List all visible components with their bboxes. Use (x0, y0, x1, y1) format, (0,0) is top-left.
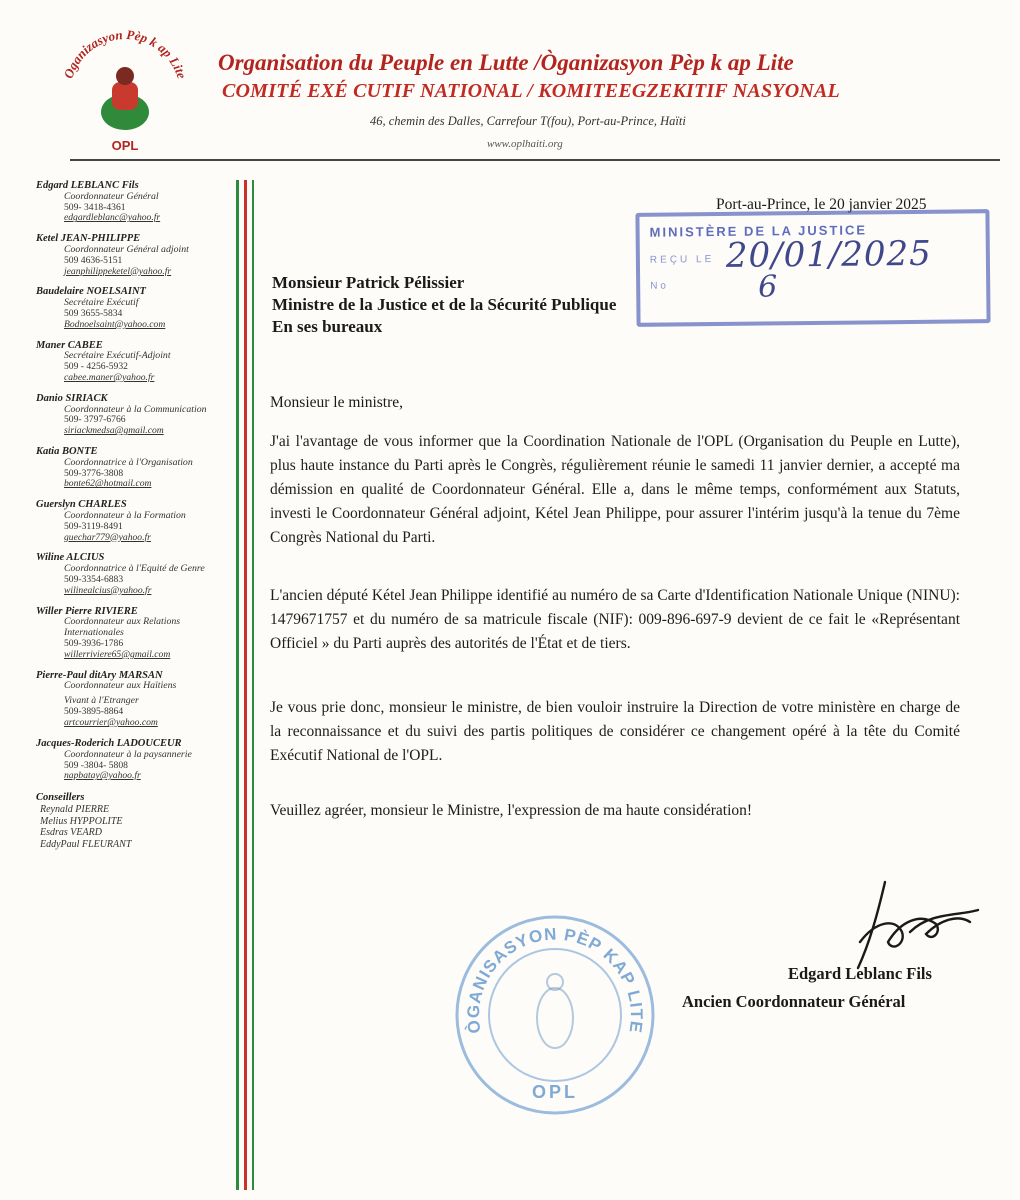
committee-title: COMITÉ EXÉ CUTIF NATIONAL / KOMITEEGZEKITIF NASYONAL (222, 80, 840, 102)
member-phone: 509 3655-5834 (64, 308, 123, 320)
member-entry (36, 393, 231, 437)
org-title: Organisation du Peuple en Lutte /Òganizasyon Pèp k ap Lite (218, 50, 794, 75)
member-name: Guerslyn CHARLES (36, 499, 127, 511)
member-name: Edgard LEBLANC Fils (36, 180, 139, 191)
recipient-location: En ses bureaux (272, 317, 383, 337)
member-entry (36, 180, 231, 224)
member-entry (36, 446, 231, 490)
committee-sidebar (36, 180, 231, 850)
logo-ring-text: Oganizasyon Pèp k ap Lite (60, 26, 190, 81)
member-role: Coordonnateur aux Haïtiens (64, 680, 177, 692)
letter-date: Port-au-Prince, le 20 janvier 2025 (716, 196, 927, 213)
member-entry (36, 606, 231, 661)
member-role: Secrétaire Exécutif-Adjoint (64, 350, 171, 362)
org-address: 46, chemin des Dalles, Carrefour T(fou), Port-au-Prince, Haïti (370, 114, 686, 128)
member-email: guechar779@yahoo.fr (64, 531, 151, 543)
member-email: siriackmedsa@gmail.com (64, 425, 164, 437)
member-name: Willer Pierre RIVIERE (36, 605, 138, 617)
member-name: Pierre-Paul ditAry MARSAN (36, 669, 163, 681)
signer-title: Ancien Coordonnateur Général (682, 992, 906, 1011)
member-phone: 509 - 4256-5932 (64, 361, 128, 373)
member-entry (36, 233, 231, 277)
member-email: bonte62@hotmail.com (64, 478, 152, 490)
member-phone: 509-3119-8491 (64, 520, 123, 532)
sidebar-stripe-green (236, 180, 239, 1190)
member-phone: 509-3936-1786 (64, 638, 124, 650)
seal-label: OPL (531, 1082, 579, 1102)
member-name: Baudelaire NOELSAINT (36, 286, 146, 298)
member-name: Jacques-Roderich LADOUCEUR (36, 737, 182, 749)
seal-ring-text: ÒGANISASYON PÈP KAP LITE (463, 924, 647, 1035)
advisors-heading: Conseillers (36, 792, 85, 803)
member-phone: 509-3895-8864 (64, 706, 124, 718)
member-phone: 509- 3797-6766 (64, 414, 126, 426)
advisor-name: Melius HYPPOLITE (40, 815, 123, 827)
member-email: jeanphilippeketel@yahoo.fr (64, 265, 172, 277)
stamp-handwritten-number: 6 (758, 269, 778, 305)
member-role: Coordonnateur aux Relations Internationales (64, 616, 181, 639)
member-role-extra: Vivant à l'Etranger (64, 695, 139, 707)
member-role: Coordonnatrice à l'Organisation (64, 456, 193, 468)
advisor-name: EddyPaul FLEURANT (40, 838, 132, 850)
body-paragraph: L'ancien député Kétel Jean Philippe identifié au numéro de sa Carte d'Identification Nationale Unique (NINU): 1479671757 et du numéro de sa matricule fiscale (NIF): 009-896-697-9 devient de ce fait le «Représentant Officiel » du Parti auprès des autorités de l'État et de tiers. (270, 587, 960, 653)
body-paragraph: J'ai l'avantage de vous informer que la Coordination Nationale de l'OPL (Organisation du Peuple en Lutte), plus haute instance du Parti après le Congrès, régulièrement réunie le samedi 11 janvier dernier, a accepté ma démission en qualité de Coordonnateur Général. Elle a, dans le même temps, conformément aux Statuts, investi le Coordonnateur Général adjoint, Kétel Jean Philippe, pour assurer l'intérim jusqu'à la tenue du 7ème Congrès National du Parti. (270, 433, 960, 547)
header-divider (70, 159, 1000, 161)
recipient-name: Monsieur Patrick Pélissier (272, 273, 465, 292)
member-email: wilinealcius@yahoo.fr (64, 584, 152, 596)
member-role: Coordonnateur Général adjoint (64, 243, 189, 255)
member-entry (36, 670, 231, 729)
member-role: Coordonnatrice à l'Equité de Genre (64, 563, 205, 575)
member-phone: 509 -3804- 5808 (64, 759, 128, 771)
member-phone: 509-3354-6883 (64, 574, 124, 586)
member-name: Wiline ALCIUS (36, 552, 105, 564)
advisor-name: Esdras VEARD (40, 827, 102, 839)
body-paragraph: Je vous prie donc, monsieur le ministre, de bien vouloir instruire la Direction de votre ministère en charge de la reconnaissance et du suivi des partis politiques de considérer ce changement opéré à la tête du Comité Exécutif National de l'OPL. (270, 699, 960, 765)
logo-label: OPL (111, 138, 139, 153)
member-role: Secrétaire Exécutif (64, 297, 139, 309)
member-email: napbatay@yahoo.fr (64, 770, 141, 782)
salutation: Monsieur le ministre, (270, 394, 404, 411)
stamp-handwritten-date: 20/01/2025 (725, 233, 933, 276)
closing-line: Veuillez agréer, monsieur le Ministre, l'expression de ma haute considération! (270, 802, 753, 819)
member-entry (36, 499, 231, 543)
member-email: Bodnoelsaint@yahoo.com (64, 318, 166, 330)
member-entry (36, 738, 231, 782)
stamp-number-label: No (650, 280, 670, 292)
opl-logo (50, 14, 200, 164)
member-role: Coordonnateur Général (64, 190, 159, 202)
member-entry (36, 286, 231, 330)
member-email: artcourrier@yahoo.com (64, 717, 158, 729)
advisor-name: Reynald PIERRE (40, 804, 110, 816)
opl-round-seal (450, 910, 660, 1120)
member-phone: 509-3776-3808 (64, 467, 124, 479)
member-email: cabee.maner@yahoo.fr (64, 372, 155, 384)
recipient-title: Ministre de la Justice et de la Sécurité Publique (272, 295, 617, 315)
advisors-list (36, 792, 231, 850)
member-email: willerriviere65@gmail.com (64, 648, 171, 660)
member-name: Maner CABEE (36, 339, 103, 351)
member-name: Danio SIRIACK (36, 392, 108, 404)
recipient-block (272, 272, 616, 338)
member-role: Coordonnateur à la paysannerie (64, 748, 192, 760)
member-role: Coordonnateur à la Communication (64, 403, 207, 415)
member-phone: 509 4636-5151 (64, 254, 123, 266)
stamp-received-label: REÇU LE (649, 254, 715, 266)
sidebar-stripe-green-2 (252, 180, 254, 1190)
member-email: edgardleblanc@yahoo.fr (64, 212, 161, 224)
sidebar-stripe-red (244, 180, 247, 1190)
member-phone: 509- 3418-4361 (64, 201, 126, 213)
stamp-title: MINISTÈRE DE LA JUSTICE (649, 222, 868, 240)
member-role: Coordonnateur à la Formation (64, 509, 186, 521)
member-name: Katia BONTE (36, 445, 98, 457)
signer-name: Edgard Leblanc Fils (788, 964, 932, 983)
member-entry (36, 552, 231, 596)
member-name: Ketel JEAN-PHILIPPE (36, 233, 141, 245)
ministry-received-stamp (635, 209, 990, 327)
org-website: www.oplhaiti.org (487, 138, 563, 150)
member-entry (36, 340, 231, 384)
